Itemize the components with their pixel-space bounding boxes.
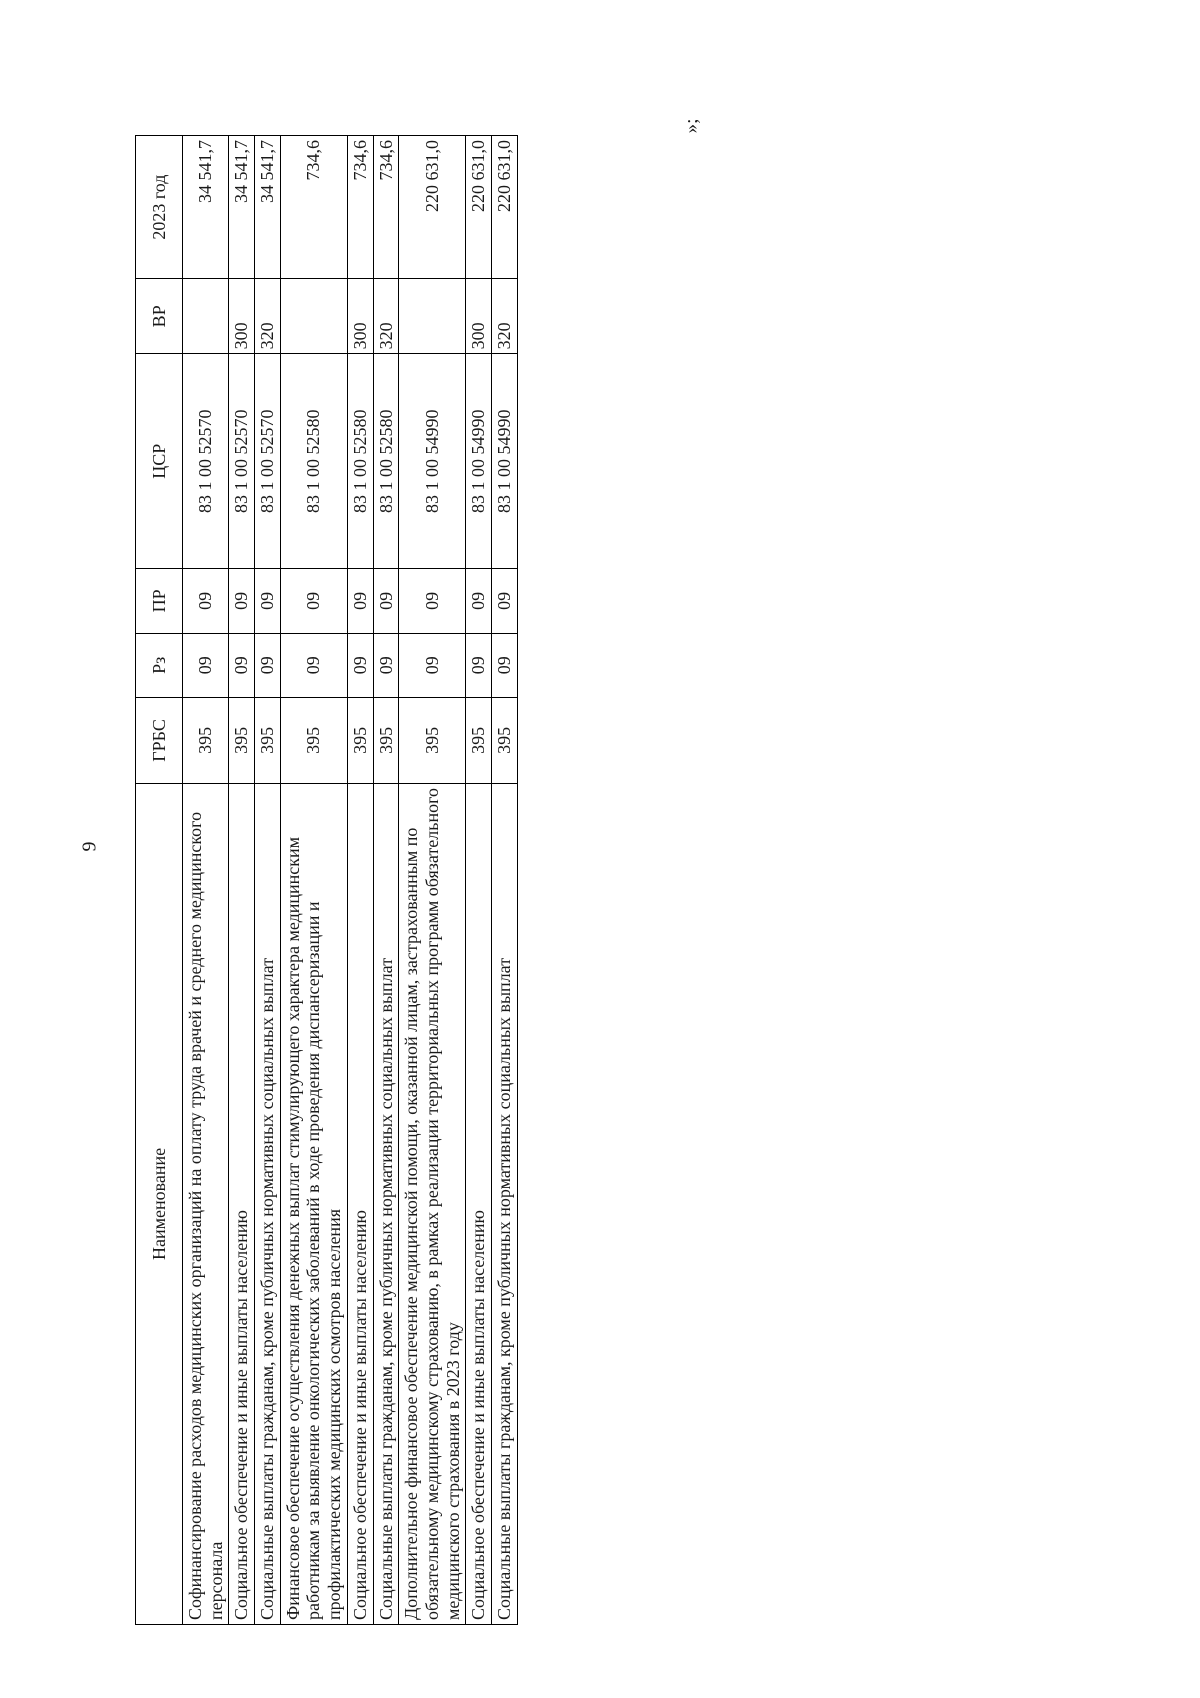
cell-grbs: 395 [466,697,492,783]
closing-quote-mark: »; [681,118,702,134]
header-name: Наименование [136,783,183,1624]
cell-rz: 09 [491,633,517,697]
header-csr: ЦСР [136,354,183,569]
cell-csr: 83 1 00 54990 [491,354,517,569]
rotated-table-container [135,135,767,1625]
cell-name: Социальное обеспечение и иные выплаты населению [229,783,255,1624]
table-row [255,136,281,1625]
cell-rz: 09 [255,633,281,697]
table-row [491,136,517,1625]
cell-grbs: 395 [491,697,517,783]
cell-csr: 83 1 00 52570 [229,354,255,569]
cell-rz: 09 [373,633,399,697]
cell-pr: 09 [347,569,373,633]
cell-amount: 734,6 [347,136,373,279]
page-number: 9 [78,841,101,852]
header-rz: Рз [136,633,183,697]
cell-rz: 09 [399,633,466,697]
header-vr: ВР [136,279,183,354]
cell-grbs: 395 [183,697,229,783]
cell-vr: 300 [347,279,373,354]
cell-vr: 320 [373,279,399,354]
header-grbs: ГРБС [136,697,183,783]
cell-name: Социальные выплаты гражданам, кроме публичных нормативных социальных выплат [373,783,399,1624]
cell-name: Социальное обеспечение и иные выплаты населению [466,783,492,1624]
cell-amount: 220 631,0 [399,136,466,279]
cell-pr: 09 [491,569,517,633]
table-row [373,136,399,1625]
table-row [399,136,466,1625]
cell-rz: 09 [466,633,492,697]
cell-csr: 83 1 00 52580 [347,354,373,569]
cell-grbs: 395 [399,697,466,783]
cell-pr: 09 [183,569,229,633]
cell-csr: 83 1 00 54990 [399,354,466,569]
cell-amount: 34 541,7 [255,136,281,279]
cell-grbs: 395 [373,697,399,783]
cell-name: Социальные выплаты гражданам, кроме публичных нормативных социальных выплат [491,783,517,1624]
cell-vr [280,279,347,354]
cell-name: Софинансирование расходов медицинских организаций на оплату труда врачей и среднего медицинского персонала [183,783,229,1624]
cell-rz: 09 [229,633,255,697]
cell-csr: 83 1 00 52570 [183,354,229,569]
cell-rz: 09 [280,633,347,697]
cell-vr: 300 [466,279,492,354]
cell-amount: 34 541,7 [229,136,255,279]
cell-amount: 220 631,0 [466,136,492,279]
cell-vr: 320 [491,279,517,354]
cell-vr: 300 [229,279,255,354]
cell-name: Дополнительное финансовое обеспечение медицинской помощи, оказанной лицам, застрахованным по обязательному медицинскому страхованию, в рамках реализации территориальных программ обязательного медицинского страхования в 2023 году [399,783,466,1624]
table-row [183,136,229,1625]
cell-csr: 83 1 00 54990 [466,354,492,569]
cell-pr: 09 [229,569,255,633]
cell-pr: 09 [466,569,492,633]
cell-vr [183,279,229,354]
cell-vr: 320 [255,279,281,354]
cell-name: Социальное обеспечение и иные выплаты населению [347,783,373,1624]
cell-grbs: 395 [347,697,373,783]
cell-pr: 09 [255,569,281,633]
cell-name: Финансовое обеспечение осуществления денежных выплат стимулирующего характера медицинским работникам за выявление онкологических заболеваний в ходе проведения диспансеризации и профилактических медицинских осмотров населения [280,783,347,1624]
table-row [347,136,373,1625]
cell-pr: 09 [280,569,347,633]
table-header-row [136,136,183,1625]
cell-rz: 09 [347,633,373,697]
table-row [466,136,492,1625]
table-row [229,136,255,1625]
cell-grbs: 395 [280,697,347,783]
cell-grbs: 395 [255,697,281,783]
cell-csr: 83 1 00 52570 [255,354,281,569]
header-pr: ПР [136,569,183,633]
budget-table [135,135,518,1625]
cell-grbs: 395 [229,697,255,783]
cell-pr: 09 [373,569,399,633]
cell-amount: 220 631,0 [491,136,517,279]
table-row [280,136,347,1625]
cell-amount: 734,6 [280,136,347,279]
cell-pr: 09 [399,569,466,633]
cell-vr [399,279,466,354]
cell-csr: 83 1 00 52580 [280,354,347,569]
cell-csr: 83 1 00 52580 [373,354,399,569]
cell-amount: 734,6 [373,136,399,279]
cell-rz: 09 [183,633,229,697]
cell-name: Социальные выплаты гражданам, кроме публичных нормативных социальных выплат [255,783,281,1624]
header-year: 2023 год [136,136,183,279]
cell-amount: 34 541,7 [183,136,229,279]
